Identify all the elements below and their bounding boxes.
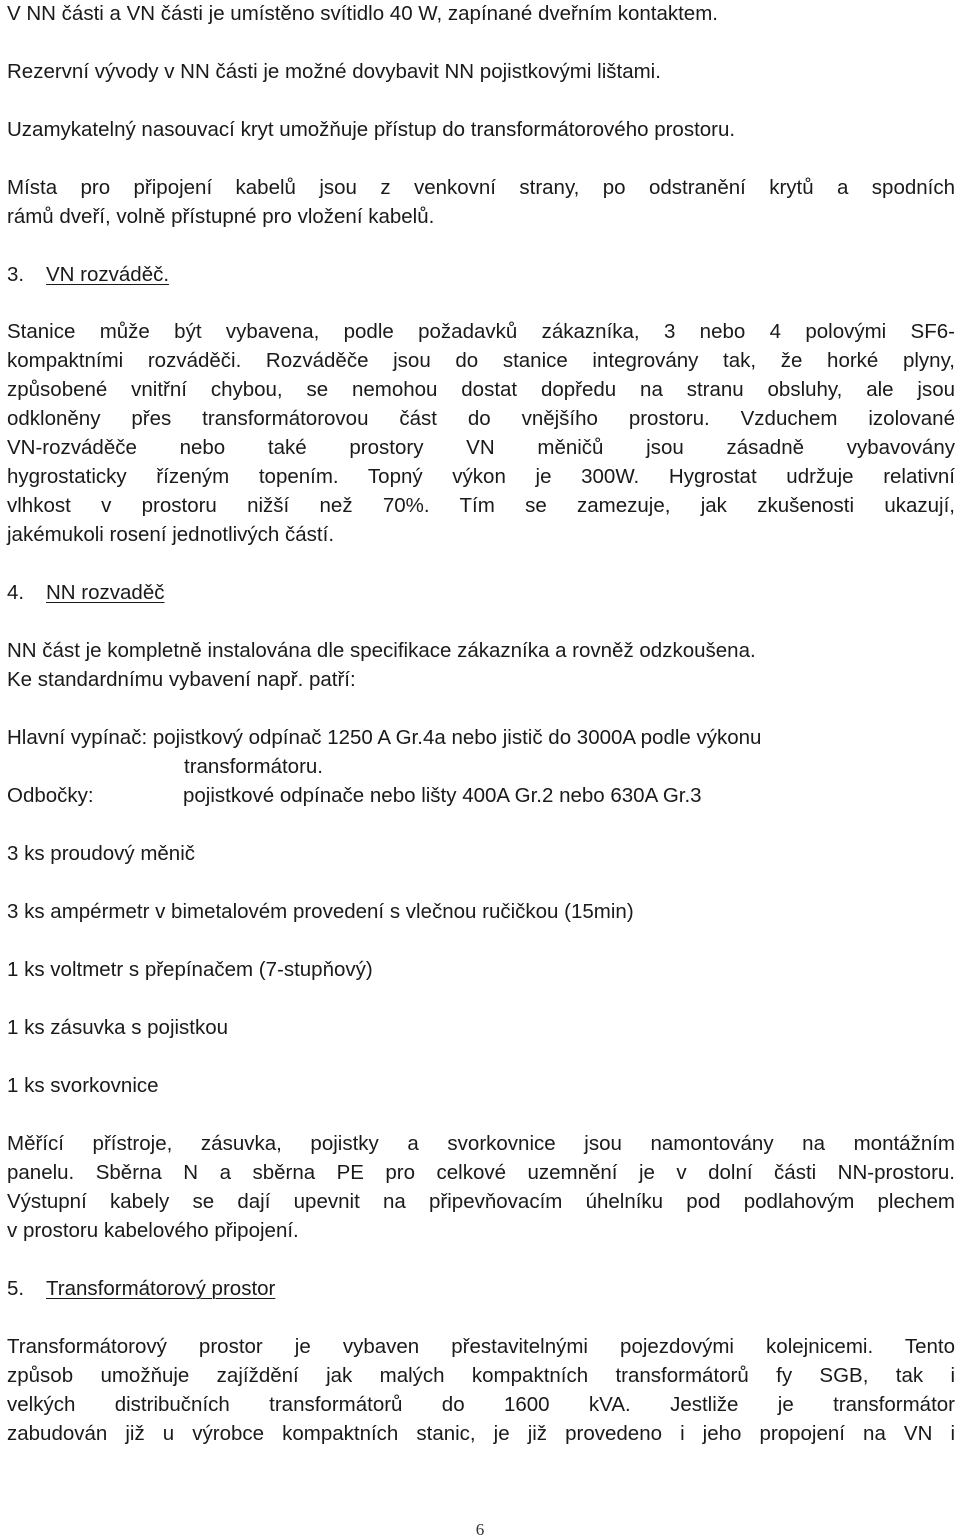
section-5-heading	[7, 1277, 275, 1301]
intro-cover-paragraph: Uzamykatelný nasouvací kryt umožňuje přístup do transformátorového prostoru.	[7, 118, 736, 141]
equipment-item: 3 ks proudový měnič	[7, 842, 196, 865]
section-3-line: odkloněny přes transformátorovou část do vnějšího prostoru. Vzduchem izolované	[7, 407, 955, 430]
branches-value: pojistkové odpínače nebo lišty 400A Gr.2 nebo 630A Gr.3	[183, 784, 702, 807]
equipment-item: 1 ks zásuvka s pojistkou	[7, 1016, 229, 1039]
section-5-line: Transformátorový prostor je vybaven přestavitelnými pojezdovými kolejnicemi. Tento	[7, 1335, 955, 1358]
intro-reserve-outputs-paragraph: Rezervní vývody v NN části je možné dovybavit NN pojistkovými lištami.	[7, 60, 661, 83]
section-4-para-last-line: v prostoru kabelového připojení.	[7, 1219, 299, 1242]
section-4-title: NN rozvaděč	[46, 581, 165, 604]
section-3-number: 3.	[7, 263, 25, 286]
main-switch-row	[7, 726, 761, 750]
section-5-title: Transformátorový prostor	[46, 1277, 276, 1300]
branches-row	[7, 784, 702, 808]
section-4-number: 4.	[7, 581, 25, 604]
intro-cables-line-1: Místa pro připojení kabelů jsou z venkovní strany, po odstranění krytů a spodních	[7, 176, 955, 199]
section-4-heading	[7, 581, 165, 605]
equipment-item: 1 ks svorkovnice	[7, 1074, 159, 1097]
section-5-line: zabudován již u výrobce kompaktních stanic, je již provedeno i jeho propojení na VN i	[7, 1422, 955, 1445]
section-3-heading	[7, 263, 169, 287]
equipment-item: 1 ks voltmetr s přepínačem (7-stupňový)	[7, 958, 373, 981]
main-switch-label: Hlavní vypínač:	[7, 726, 148, 749]
page-number: 6	[475, 1520, 485, 1539]
intro-lighting-paragraph: V NN části a VN části je umístěno svítidlo 40 W, zapínané dveřním kontaktem.	[7, 2, 718, 25]
section-5-number: 5.	[7, 1277, 25, 1300]
section-3-line: kompaktními rozváděči. Rozváděče jsou do stanice integrovány tak, že horké plyny,	[7, 349, 955, 372]
section-5-line: velkých distribučních transformátorů do 1600 kVA. Jestliže je transformátor	[7, 1393, 955, 1416]
section-4-para-line: Výstupní kabely se dají upevnit na připevňovacím úhelníku pod podlahovým plechem	[7, 1190, 955, 1213]
intro-cables-line-2: rámů dveří, volně přístupné pro vložení kabelů.	[7, 205, 435, 228]
section-3-line: způsobené vnitřní chybou, se nemohou dostat dopředu na stranu obsluhy, ale jsou	[7, 378, 955, 401]
section-3-line: hygrostaticky řízeným topením. Topný výkon je 300W. Hygrostat udržuje relativní	[7, 465, 955, 488]
branches-label: Odbočky:	[7, 784, 94, 807]
main-switch-continuation: transformátoru.	[184, 755, 323, 778]
section-3-line: vlhkost v prostoru nižší než 70%. Tím se zamezuje, jak zkušenosti ukazují,	[7, 494, 955, 517]
equipment-item: 3 ks ampérmetr v bimetalovém provedení s vlečnou ručičkou (15min)	[7, 900, 634, 923]
section-3-line: VN-rozváděče nebo také prostory VN měničů jsou zásadně vybavovány	[7, 436, 955, 459]
section-3-line: Stanice může být vybavena, podle požadavků zákazníka, 3 nebo 4 polovými SF6-	[7, 320, 955, 343]
section-4-para-line: panelu. Sběrna N a sběrna PE pro celkové uzemnění je v dolní části NN-prostoru.	[7, 1161, 955, 1184]
section-4-para-line: Měřící přístroje, zásuvka, pojistky a svorkovnice jsou namontovány na montážním	[7, 1132, 955, 1155]
section-5-line: způsob umožňuje zajíždění jak malých kompaktních transformátorů fy SGB, tak i	[7, 1364, 955, 1387]
section-4-intro-line-1: NN část je kompletně instalována dle specifikace zákazníka a rovněž odzkoušena.	[7, 639, 756, 662]
section-4-intro-line-2: Ke standardnímu vybavení např. patří:	[7, 668, 356, 691]
main-switch-value: pojistkový odpínač 1250 A Gr.4a nebo jistič do 3000A podle výkonu	[152, 726, 762, 749]
section-3-last-line: jakémukoli rosení jednotlivých částí.	[7, 523, 335, 546]
section-3-title: VN rozváděč.	[46, 263, 170, 286]
